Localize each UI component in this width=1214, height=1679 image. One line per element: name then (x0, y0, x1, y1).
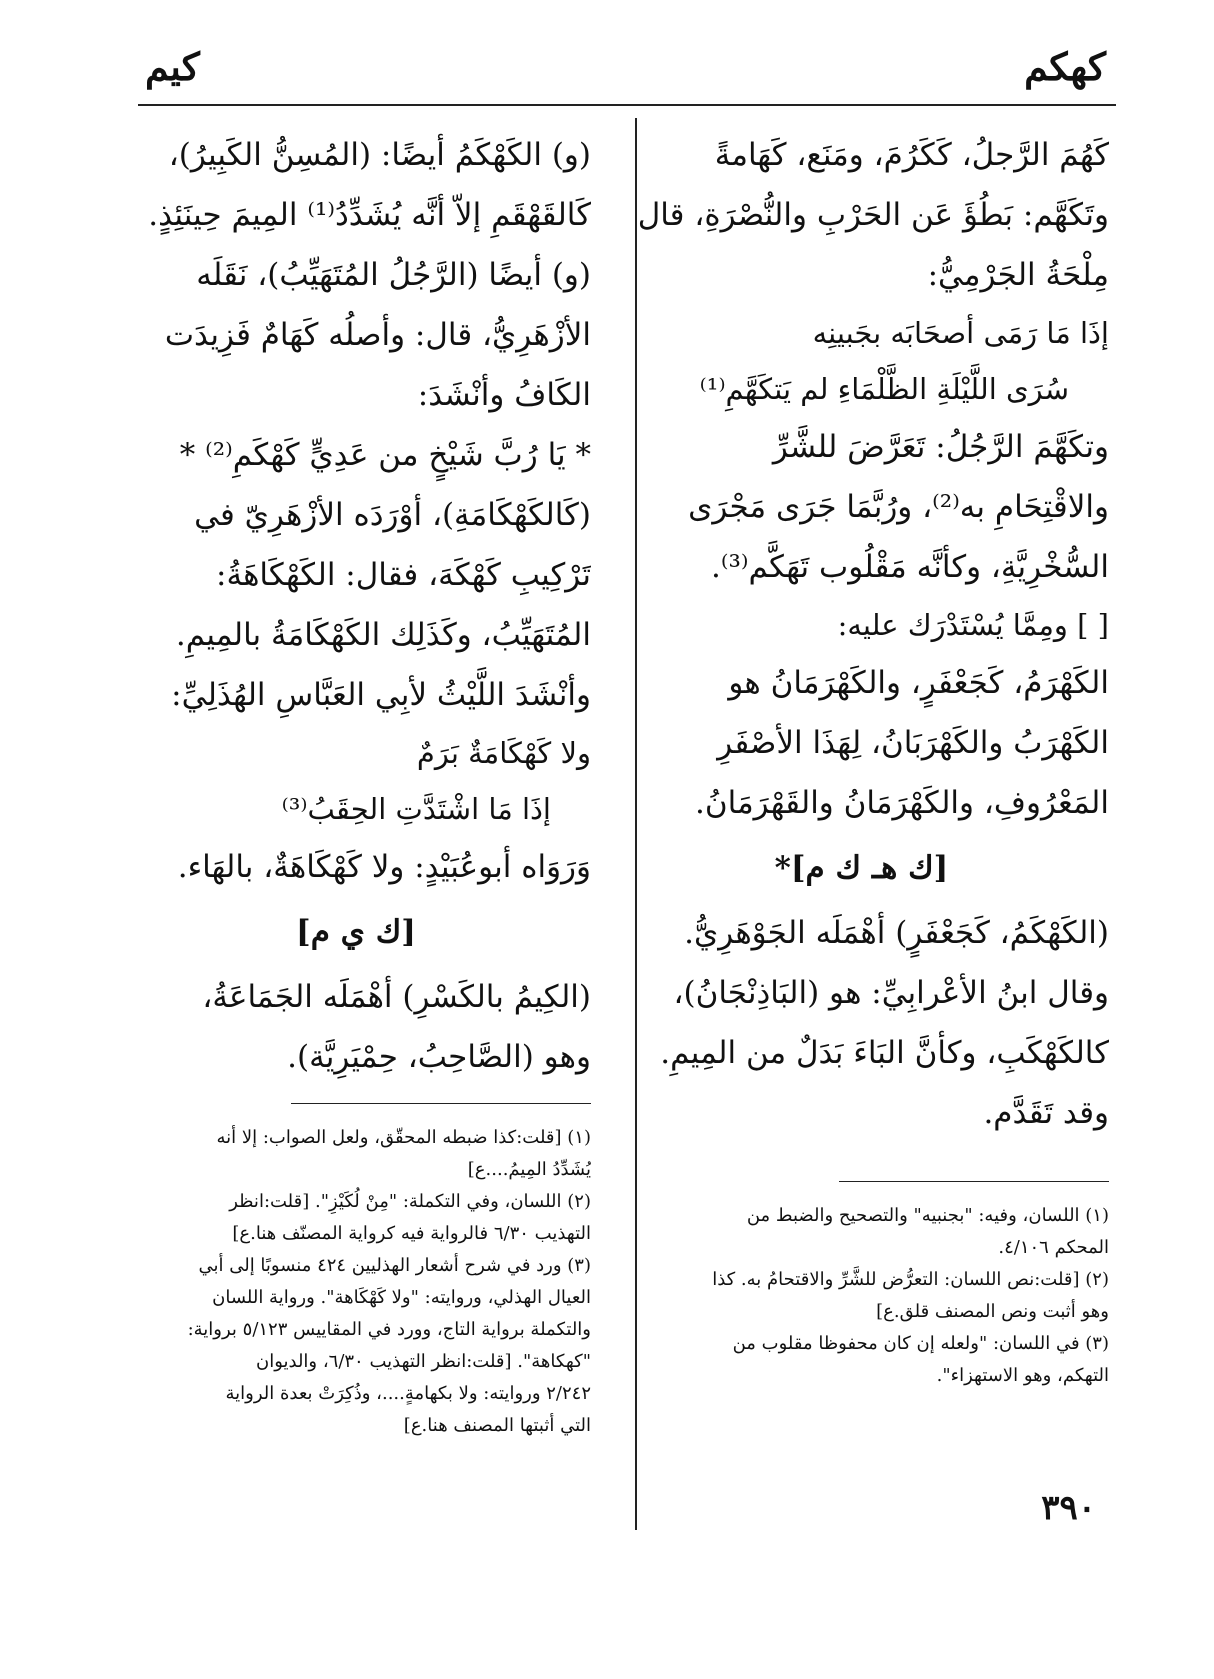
text-line: (و) الكَهْكَمُ أيضًا: (المُسِنُّ الكَبِيرُ)، (168, 137, 591, 173)
footnote-line: "كهكاهة". [قلت:انظر التهذيب ٦/٣٠، والديوان (255, 1351, 591, 1372)
footnote-line: (٢) [قلت:نص اللسان: التعرُّض للشَّرِّ والاقتحامُ به. كذا (712, 1269, 1109, 1290)
footnote-line: (٢) اللسان، وفي التكملة: "مِنْ لُكَيْزِ". [قلت:انظر (229, 1191, 591, 1212)
text-line: (الكِيمُ بالكَسْرِ) أهْمَلَه الجَمَاعَةُ، (202, 979, 591, 1015)
text-line: السُّخْرِيَّةِ، وكأنَّه مَقْلُوب تَهَكَّم⁽³⁾. (710, 549, 1109, 585)
text-line: تَرْكِيبِ كَهْكَهَ، فقال: الكَهْكَاهَةُ: (216, 557, 591, 593)
text-line: كَالقَهْقَمِ إلاّ أنَّه يُشَدِّدُ⁽¹⁾ المِيمَ حِينَئِذٍ. (148, 197, 591, 233)
footnote-line: التهذيب ٦/٣٠ فالرواية فيه كرواية المصنّف هنا.ع] (232, 1223, 591, 1244)
text-line: وهو (الصَّاحِبُ، حِمْيَرِيَّة). (287, 1039, 591, 1075)
footnote-line: التي أثبتها المصنف هنا.ع] (403, 1415, 591, 1436)
entry-heading: [ك ي م] (296, 914, 416, 950)
footnote-line: التهكم، وهو الاستهزاء". (936, 1365, 1109, 1386)
text-line: مِلْحَةُ الجَرْمِيُّ: (927, 257, 1109, 293)
text-line: الكَافُ وأنْشَدَ: (417, 377, 591, 413)
text-line: وأنْشَدَ اللَّيْثُ لأبِي العَبَّاسِ الهُذَلِيِّ: (171, 677, 591, 713)
text-line: الكَهْرَبُ والكَهْرَبَانُ، لِهَذَا الأصْفَرِ (717, 725, 1109, 761)
text-line: الكَهْرَمُ، كَجَعْفَرٍ، والكَهْرَمَانُ هو (728, 665, 1109, 701)
right-column (614, 125, 1109, 1392)
footnote-line: (١) اللسان، وفيه: "بجنبيه" والتصحيح والضبط من (746, 1205, 1109, 1226)
text-line: المُتَهَيِّبُ، وكَذَلِك الكَهْكَامَةُ بالمِيمِ. (175, 617, 591, 653)
text-line: المَعْرُوفِ، والكَهْرَمَانُ والقَهْرَمَانُ. (695, 785, 1109, 821)
running-head-right: كهكم (1024, 44, 1106, 89)
text-line: [ ] ومِمَّا يُسْتَدْرَك عليه: (837, 608, 1109, 642)
verse-line: ولا كَهْكَامَةٌ بَرَمٌ (416, 736, 591, 770)
running-head-left: كيم (145, 44, 200, 89)
footnote-line: ٢/٢٤٢ وروايته: ولا بكهامةٍ....، وذُكِرَتْ بعدة الرواية (225, 1383, 591, 1404)
footnote-rule (839, 1181, 1109, 1182)
footnote-line: (١) [قلت:كذا ضبطه المحقّق، ولعل الصواب: إلا أنه (216, 1127, 591, 1148)
text-line: وقد تَقَدَّم. (983, 1095, 1109, 1131)
text-line: كالكَهْكَبِ، وكأنَّ البَاءَ بَدَلٌ من المِيمِ. (660, 1035, 1109, 1071)
text-line: وتكَهَّمَ الرَّجُلُ: تَعَرَّضَ للشَّرِّ (772, 429, 1109, 465)
footnote-line: وهو أثبت ونص المصنف قلق.ع] (876, 1301, 1109, 1322)
text-line: وتَكَهَّم: بَطُؤَ عَن الحَرْبِ والنُّصْرَةِ، قال (637, 197, 1109, 233)
text-line: وقال ابنُ الأعْرابِيِّ: هو (البَاذِنْجَانُ)، (673, 975, 1109, 1011)
footnote-line: يُشَدِّدُ المِيمُ....ع] (467, 1159, 591, 1180)
footnote-rule (291, 1103, 591, 1104)
page-number: ٣٩٠ (1041, 1488, 1096, 1528)
text-line: الأزْهَرِيُّ، قال: وأصلُه كَهَامٌ فَزِيدَت (164, 317, 591, 353)
verse-line: إذَا مَا اشْتَدَّتِ الحِقَبُ⁽³⁾ (281, 792, 551, 826)
header-rule (138, 104, 1116, 106)
text-line: (الكَهْكَمُ، كَجَعْفَرٍ) أهْمَلَه الجَوْهَرِيُّ. (684, 915, 1109, 951)
text-line: وَرَوَاه أبوعُبَيْدٍ: ولا كَهْكَاهَةٌ، بالهَاء. (177, 849, 591, 885)
text-line: (و) أيضًا (الرَّجُلُ المُتَهَيِّبُ)، نَقَلَه (196, 257, 591, 293)
footnote-line: (٣) في اللسان: "ولعله إن كان محفوظا مقلوب من (732, 1333, 1109, 1354)
entry-heading: [ك هـ ك م]* (774, 850, 949, 886)
text-line: كَهُمَ الرَّجلُ، كَكَرُمَ، ومَنَع، كَهَامةً (714, 137, 1109, 173)
footnote-line: العيال الهذلي، وروايته: "ولا كَهْكَاهة". ورواية اللسان (212, 1287, 591, 1308)
footnote-line: المحكم ٤/١٠٦. (998, 1237, 1109, 1258)
text-line: والاقْتِحَامِ به⁽²⁾، ورُبَّمَا جَرَى مَجْرَى (688, 489, 1109, 525)
left-column (121, 125, 591, 1442)
verse-line: * يَا رُبَّ شَيْخٍ من عَدِيٍّ كَهْكَمِ⁽²⁾ * (179, 437, 591, 473)
footnote-line: (٣) ورد في شرح أشعار الهذليين ٤٢٤ منسوبًا إلى أبي (198, 1255, 591, 1276)
footnote-line: والتكملة برواية التاج، وورد في المقاييس ٥/١٢٣ برواية: (187, 1319, 591, 1340)
verse-line: إذَا مَا رَمَى أصحَابَه بجَبينِه (812, 316, 1109, 350)
text-line: (كَالكَهْكَامَةِ)، أوْرَدَه الأزْهَرِيّ في (194, 497, 591, 533)
verse-line: سُرَى اللَّيْلَةِ الظَّلْمَاءِ لم يَتكَهَّمِ⁽¹⁾ (699, 372, 1069, 406)
